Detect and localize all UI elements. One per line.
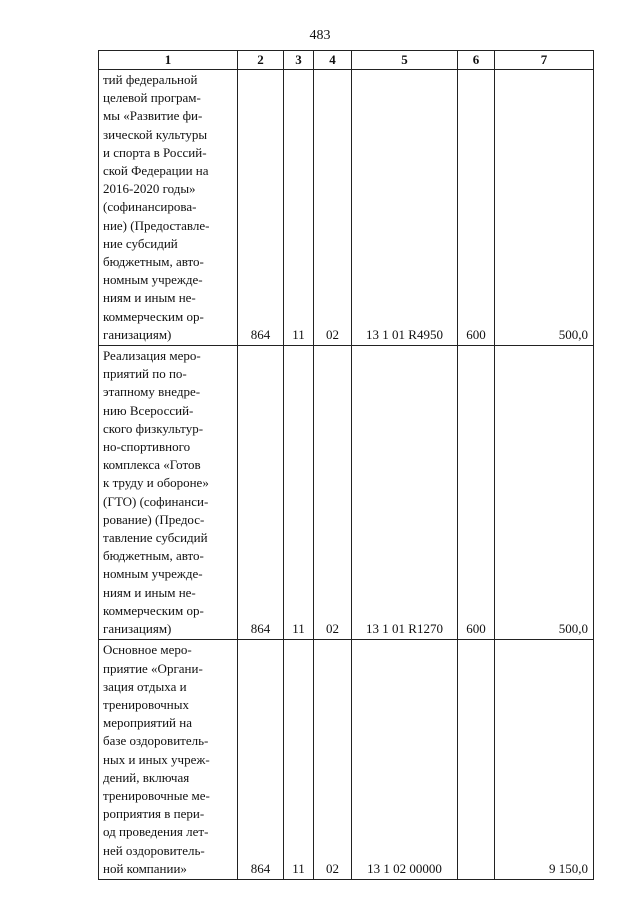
description-line: этапному внедре- — [103, 384, 201, 400]
description-line: бюджетным, авто- — [103, 548, 204, 564]
page-number: 483 — [309, 28, 331, 43]
description-line: ниям и иным не- — [103, 584, 196, 600]
description-line: ной компании» — [103, 860, 187, 876]
description-line: коммерческим ор- — [103, 308, 204, 324]
description-line: номным учрежде- — [103, 272, 203, 288]
description-line: од проведения лет- — [103, 824, 209, 840]
description-line: 2016-2020 годы» — [103, 181, 196, 197]
section-code: 11 — [284, 640, 314, 880]
target-article-code: 13 1 02 00000 — [352, 640, 458, 880]
description-line: рование) (Предос- — [103, 511, 205, 527]
section-code: 11 — [284, 70, 314, 346]
expense-type-code — [458, 640, 495, 880]
description-line: тренировочные ме- — [103, 787, 210, 803]
grbs-code: 864 — [238, 346, 284, 640]
amount: 9 150,0 — [495, 640, 594, 880]
description-line: приятие «Органи- — [103, 660, 203, 676]
description-line: приятий по по- — [103, 366, 187, 382]
row-description — [99, 70, 238, 346]
target-article-code: 13 1 01 R1270 — [352, 346, 458, 640]
amount: 500,0 — [495, 346, 594, 640]
description-line: коммерческим ор- — [103, 602, 204, 618]
col-header-3: 3 — [284, 51, 314, 70]
description-line: зация отдыха и — [103, 678, 187, 694]
row-description — [99, 346, 238, 640]
description-line: мы «Развитие фи- — [103, 108, 203, 124]
description-line: но-спортивного — [103, 439, 191, 455]
description-line: мероприятий на — [103, 715, 192, 731]
subsection-code: 02 — [314, 346, 352, 640]
description-line: тренировочных — [103, 696, 189, 712]
description-line: ние) (Предоставле- — [103, 217, 210, 233]
amount: 500,0 — [495, 70, 594, 346]
col-header-4: 4 — [314, 51, 352, 70]
description-line: комплекса «Готов — [103, 457, 201, 473]
description-line: к труду и обороне» — [103, 475, 209, 491]
col-header-2: 2 — [238, 51, 284, 70]
description-line: (софинансирова- — [103, 199, 197, 215]
description-line: дений, включая — [103, 769, 190, 785]
description-line: тавление субсидий — [103, 530, 208, 546]
description-line: номным учрежде- — [103, 566, 203, 582]
header-row — [99, 51, 594, 70]
table-row — [99, 640, 594, 880]
description-line: роприятия в пери- — [103, 806, 205, 822]
description-line: бюджетным, авто- — [103, 254, 204, 270]
target-article-code: 13 1 01 R4950 — [352, 70, 458, 346]
description-line: ского физкультур- — [103, 420, 204, 436]
description-line: базе оздоровитель- — [103, 733, 209, 749]
subsection-code: 02 — [314, 640, 352, 880]
col-header-5: 5 — [352, 51, 458, 70]
col-header-7: 7 — [495, 51, 594, 70]
description-line: тий федеральной — [103, 72, 198, 87]
description-line: ниям и иным не- — [103, 290, 196, 306]
section-code: 11 — [284, 346, 314, 640]
budget-table — [98, 50, 594, 880]
description-line: зической культуры — [103, 126, 208, 142]
table-row — [99, 346, 594, 640]
description-line: Основное меро- — [103, 642, 192, 658]
description-line: Реализация меро- — [103, 348, 201, 364]
description-line: и спорта в Россий- — [103, 144, 207, 160]
expense-type-code: 600 — [458, 346, 495, 640]
description-line: нию Всероссий- — [103, 402, 194, 418]
col-header-1: 1 — [99, 51, 238, 70]
description-line: ние субсидий — [103, 235, 178, 251]
row-description — [99, 640, 238, 880]
description-line: ганизациям) — [103, 326, 172, 342]
description-line: ской Федерации на — [103, 163, 209, 179]
description-line: ных и иных учреж- — [103, 751, 210, 767]
description-line: целевой програм- — [103, 90, 201, 106]
expense-type-code: 600 — [458, 70, 495, 346]
table-row — [99, 70, 594, 346]
subsection-code: 02 — [314, 70, 352, 346]
description-line: (ГТО) (софинанси- — [103, 493, 209, 509]
description-line: ганизациям) — [103, 621, 172, 637]
col-header-6: 6 — [458, 51, 495, 70]
grbs-code: 864 — [238, 640, 284, 880]
description-line: ней оздоровитель- — [103, 842, 205, 858]
grbs-code: 864 — [238, 70, 284, 346]
